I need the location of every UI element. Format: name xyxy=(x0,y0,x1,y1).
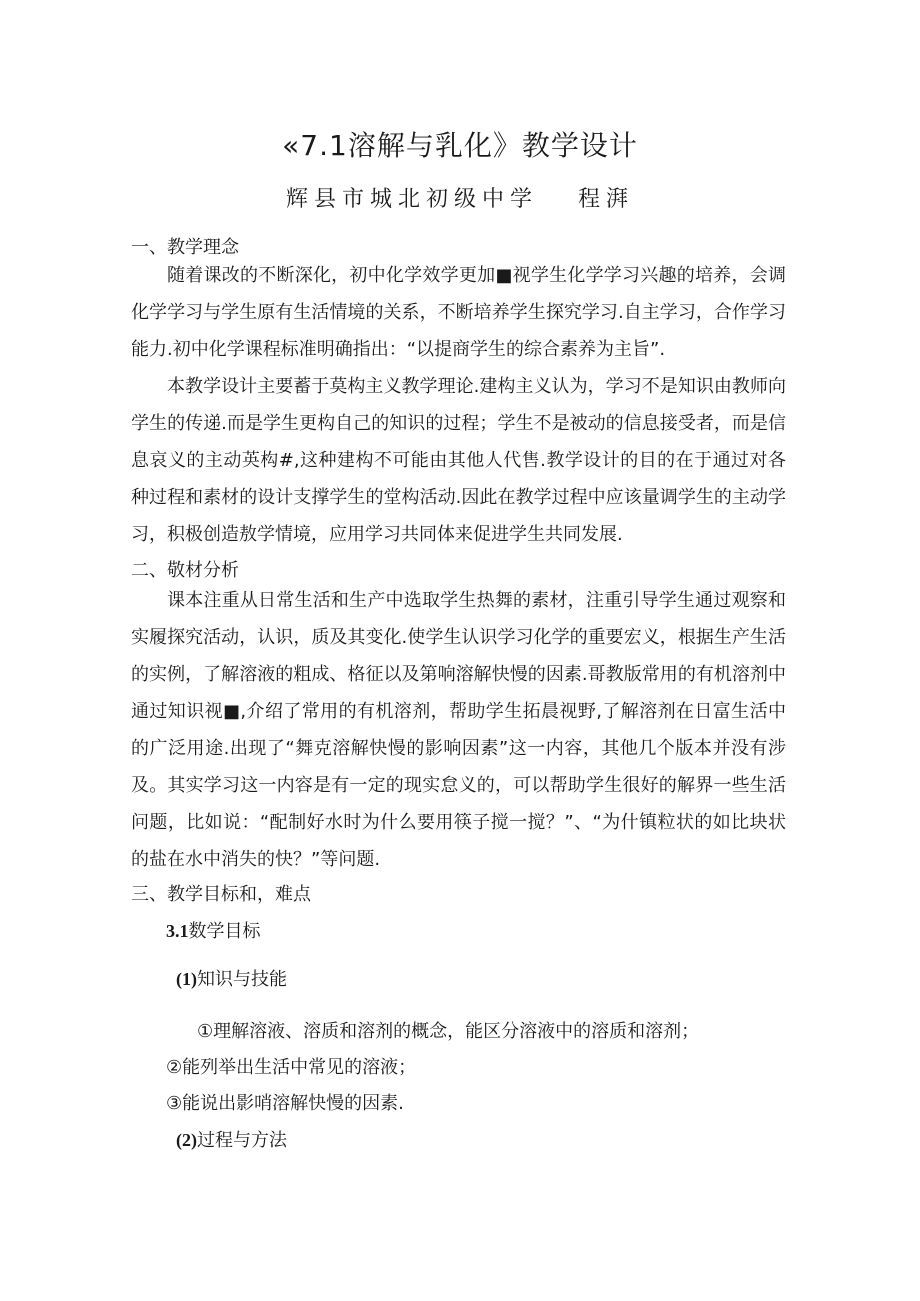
subheading-1-text: 知识与技能 xyxy=(197,969,287,990)
author-line xyxy=(0,182,920,213)
subheading-3-1 xyxy=(166,917,261,943)
subheading-1-number: (1) xyxy=(176,969,197,989)
paragraph-philosophy-1: 随着课改的不断深化，初中化学效学更加■视学生化学学习兴趣的培养，会调化学学习与学生原有生活情境的关系，不断培养学生探究学习.自主学习，合作学习能力.初中化学课程标准明确指出：“以提商学生的综合素养为主旨”. xyxy=(131,265,786,360)
section-heading-material-analysis: 二、敬材分析 xyxy=(131,560,239,581)
subheading-knowledge-skills xyxy=(176,965,287,991)
section-heading-teaching-philosophy: 一、教学理念 xyxy=(131,237,239,258)
paragraph-material-analysis: 课本注重从日常生活和生产中选取学生热舞的素材，注重引导学生通过观察和实履探究活动，认识，质及其变化.使学生认识学习化学的重要宏义，根据生产生活的实例，了解溶液的粗成、格征以及第响溶解快慢的因素.哥教版常用的有机溶剂中通过知识视■,介绍了常用的有机溶剂，帮助学生拓晨视野,了解溶剂在日富生活中的广泛用途.出现了“舞克溶解快慢的影响因素”这一内容，其他几个版本并没有涉及。其实学习这一内容是有一定的现实怠义的，可以帮助学生很好的解界一些生活问题，比如说：“配制好水时为什么要用筷子搅一搅？”、“为什镇粒状的如比块状的盐在水中消失的快？”等问题. xyxy=(131,590,786,870)
objective-item-3: ③能说出影哨溶解快慢的因素. xyxy=(166,1093,404,1114)
author-school: 辉县市城北初级中学 xyxy=(285,187,538,212)
subheading-2-text: 过程与方法 xyxy=(197,1130,287,1151)
section-heading-objectives: 三、教学目标和，难点 xyxy=(131,884,311,905)
document-title: «7.1溶解与乳化》教学设计 xyxy=(282,129,638,162)
objective-item-1: ①理解溶液、溶质和溶剂的概念，能区分溶液中的溶质和溶剂； xyxy=(197,1021,700,1042)
objective-item-2: ②能列举出生活中常见的溶液； xyxy=(166,1057,417,1078)
subheading-3-1-text: 数学目标 xyxy=(188,921,261,942)
subheading-2-number: (2) xyxy=(176,1130,197,1150)
paragraph-philosophy-2: 本教学设计主要蓄于莫构主义教学理论.建构主义认为，学习不是知识由教师向学生的传递.而是学生更构自己的知识的过程；学生不是被动的信息接受者，而是信息哀义的主动英构#,这种建构不可能由其他人代售.教学设计的目的在于通过对各种过程和素材的设计支撑学生的堂构活动.因此在教学过程中应该量调学生的主动学习，积极创造敖学情境，应用学习共同体来促进学生共同发展. xyxy=(131,376,786,545)
subheading-3-1-number: 3.1 xyxy=(166,921,189,941)
author-name: 程湃 xyxy=(578,187,635,212)
subheading-process-methods xyxy=(176,1126,287,1152)
